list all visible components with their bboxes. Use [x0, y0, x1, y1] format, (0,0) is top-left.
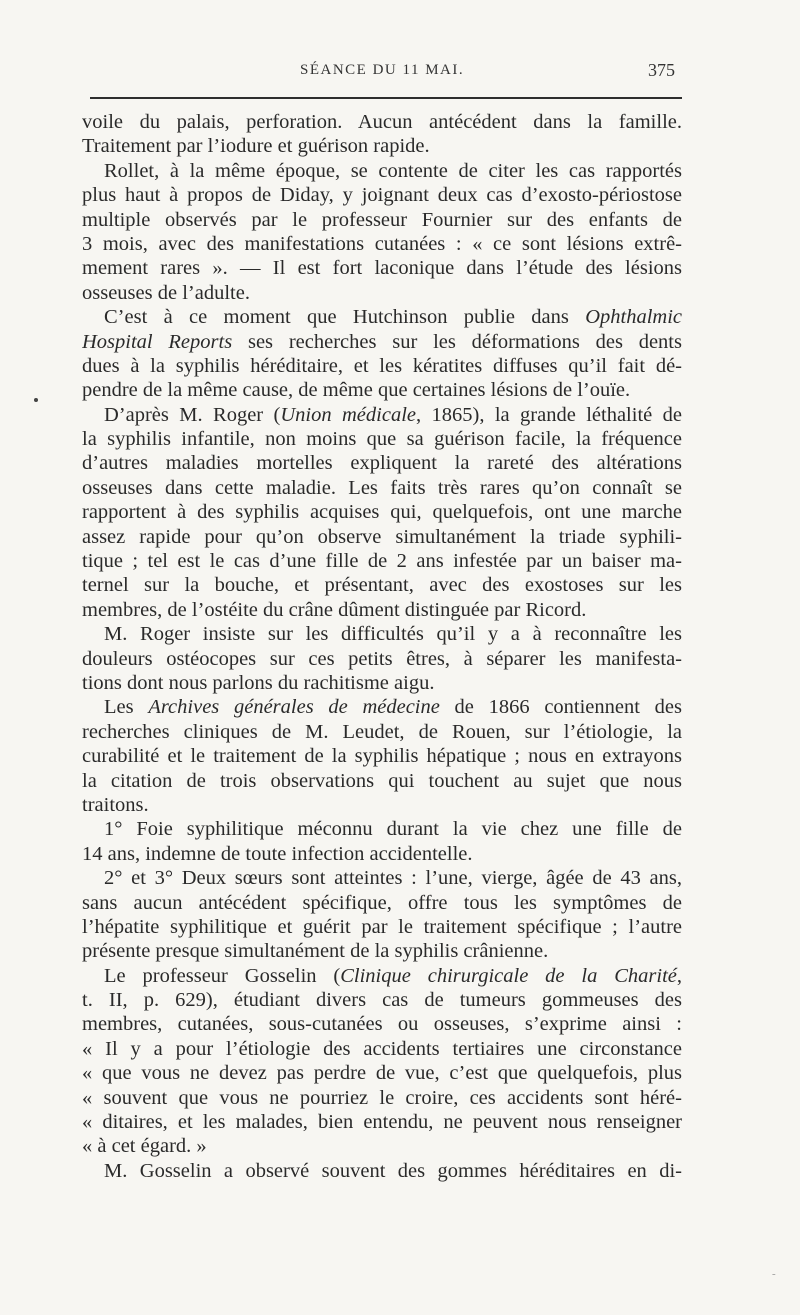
text-line: [82, 403, 682, 427]
text-line: M. Gosselin a observé souvent des gommes héréditaires en di-: [104, 1159, 682, 1182]
text-span: C’est à ce moment que Hutchinson publie dans: [104, 306, 586, 329]
header-rule: [90, 97, 682, 99]
journal-title: Archives générales de médecine: [148, 696, 440, 719]
text-line: présente presque simultanément de la syphilis crânienne.: [82, 940, 549, 963]
text-line: assez rapide pour qu’on observe simultanément la triade syphili-: [82, 525, 682, 548]
text-span: ,: [676, 964, 682, 987]
text-line: [82, 964, 682, 988]
text-line: ternel sur la bouche, et présentant, avec des exostoses sur les: [82, 574, 682, 597]
text-line: [82, 305, 682, 329]
text-line: dues à la syphilis héréditaire, et les kératites diffuses qu’il fait dé-: [82, 354, 682, 377]
text-line: plus haut à propos de Diday, y joignant deux cas d’exosto-périostose: [82, 184, 682, 207]
text-line: membres, de l’ostéite du crâne dûment distinguée par Ricord.: [82, 598, 587, 621]
text-line: 1° Foie syphilitique méconnu durant la vie chez une fille de: [104, 818, 682, 841]
text-line: Rollet, à la même époque, se contente de citer les cas rapportés: [104, 159, 682, 182]
text-line: voile du palais, perforation. Aucun antécédent dans la famille.: [82, 111, 682, 133]
text-line: osseuses de l’adulte.: [82, 281, 250, 304]
text-span: Les: [104, 696, 149, 719]
quote-line: « à cet égard. »: [82, 1135, 207, 1158]
text-line: M. Roger insiste sur les difficultés qu’il y a à reconnaître les: [104, 623, 682, 646]
running-head: SÉANCE DU 11 MAI.: [300, 62, 465, 78]
text-line: sans aucun antécédent spécifique, offre tous les symptômes de: [82, 891, 682, 914]
text-line: traitons.: [82, 793, 149, 816]
text-span: de 1866 contiennent des: [439, 696, 682, 719]
book-title: Clinique chirurgicale de la Charité: [340, 964, 677, 987]
text-line: curabilité et le traitement de la syphilis hépatique ; nous en extrayons: [82, 745, 682, 768]
page-number: 375: [648, 60, 675, 80]
text-line: tions dont nous parlons du rachitisme aigu.: [82, 671, 435, 694]
text-line: t. II, p. 629), étudiant divers cas de tumeurs gommeuses des: [82, 989, 682, 1012]
text-line: 14 ans, indemne de toute infection accidentelle.: [82, 842, 473, 865]
journal-title: Union médicale: [280, 403, 416, 426]
text-span: D’après M. Roger (: [104, 403, 281, 426]
text-line: [82, 695, 682, 719]
text-line: la citation de trois observations qui touchent au sujet que nous: [82, 769, 682, 792]
text-line: d’autres maladies mortelles expliquent la rareté des altérations: [82, 452, 682, 475]
text-line: [82, 330, 682, 354]
text-line: la syphilis infantile, non moins que sa guérison facile, la fréquence: [82, 428, 682, 451]
margin-dot: [34, 398, 38, 402]
text-line: l’hépatite syphilitique et guérit par le traitement spécifique ; l’autre: [82, 915, 682, 938]
text-line: 2° et 3° Deux sœurs sont atteintes : l’une, vierge, âgée de 43 ans,: [104, 867, 682, 890]
quote-line: « ditaires, et les malades, bien entendu, ne peuvent nous renseigner: [82, 1111, 682, 1134]
text-line: tique ; tel est le cas d’une fille de 2 ans infestée par un baiser ma-: [82, 550, 682, 573]
quote-line: « Il y a pour l’étiologie des accidents tertiaires une circonstance: [82, 1037, 682, 1060]
quote-line: « souvent que vous ne pourriez le croire, ces accidents sont héré-: [82, 1086, 682, 1109]
journal-title: Ophthalmic: [585, 306, 682, 329]
text-line: Traitement par l’iodure et guérison rapide.: [82, 135, 430, 158]
text-span: Le professeur Gosselin (: [104, 964, 341, 987]
text-line: rapportent à des syphilis acquises qui, quelquefois, ont une marche: [82, 501, 682, 524]
text-span: ses recherches sur les déformations des dents: [232, 330, 682, 353]
text-line: membres, cutanées, sous-cutanées ou osseuses, s’exprime ainsi :: [82, 1013, 682, 1036]
body-text: [82, 110, 682, 1183]
corner-mark: -: [772, 1268, 776, 1280]
text-line: douleurs ostéocopes sur ces petits êtres, à séparer les manifesta-: [82, 647, 682, 670]
quote-line: « que vous ne devez pas perdre de vue, c’est que quelquefois, plus: [82, 1062, 682, 1085]
text-line: mement rares ». — Il est fort laconique dans l’étude des lésions: [82, 257, 682, 280]
text-line: recherches cliniques de M. Leudet, de Rouen, sur l’étiologie, la: [82, 720, 682, 743]
text-line: pendre de la même cause, de même que certaines lésions de l’ouïe.: [82, 379, 631, 402]
text-line: 3 mois, avec des manifestations cutanées : « ce sont lésions extrê-: [82, 232, 682, 255]
text-line: osseuses dans cette maladie. Les faits très rares qu’on connaît se: [82, 476, 682, 499]
text-span: , 1865), la grande léthalité de: [416, 403, 682, 426]
text-line: multiple observés par le professeur Fournier sur des enfants de: [82, 208, 682, 231]
journal-title: Hospital Reports: [82, 330, 233, 353]
